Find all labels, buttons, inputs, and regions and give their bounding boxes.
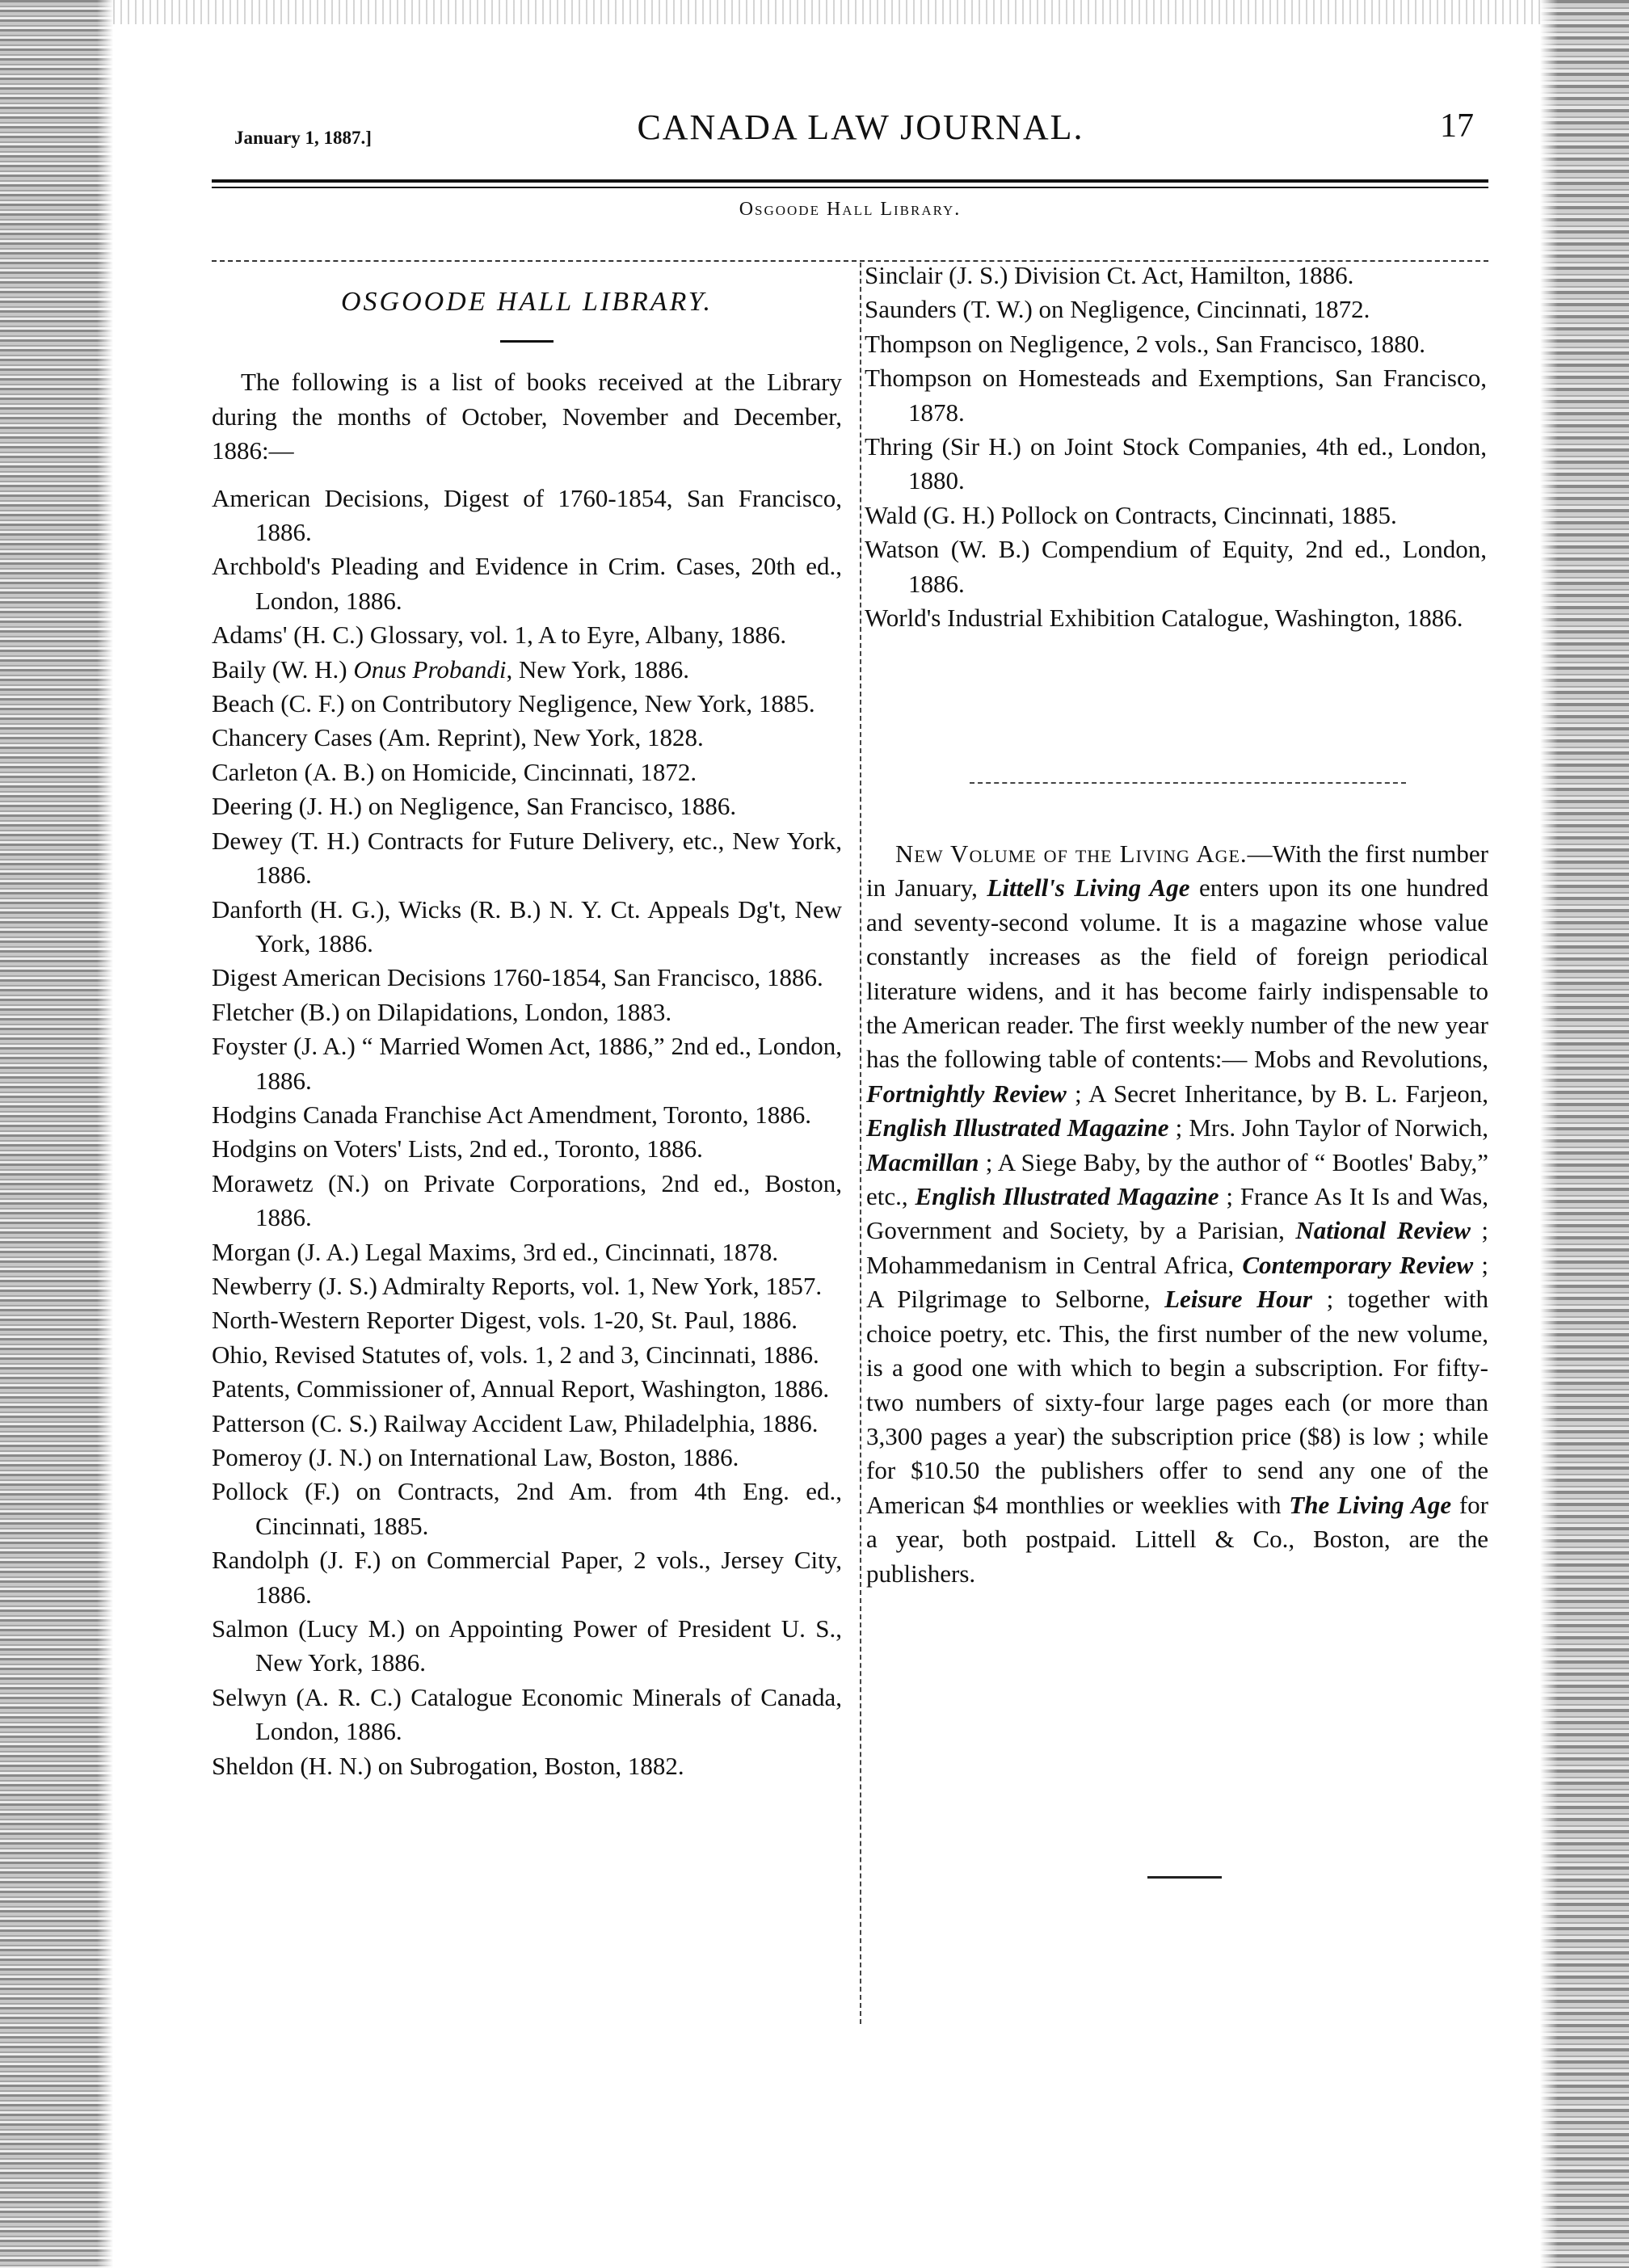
section-separator xyxy=(970,782,1406,784)
page-number: 17 xyxy=(1440,107,1474,145)
notice-publication: Macmillan xyxy=(866,1147,979,1176)
book-entry: Carleton (A. B.) on Homicide, Cincinnati, 1872. xyxy=(212,757,697,786)
book-entry: Pomeroy (J. N.) on International Law, Boston, 1886. xyxy=(212,1443,739,1471)
notice-text: ; A Pilgrimage to Selborne, xyxy=(866,1250,1488,1314)
book-entry-baily xyxy=(212,653,842,687)
book-entry: Sheldon (H. N.) on Subrogation, Boston, 1882. xyxy=(212,1751,684,1780)
header-rule-thick xyxy=(212,179,1488,183)
book-entry: Fletcher (B.) on Dilapidations, London, 1883. xyxy=(212,997,672,1026)
book-entry: Dewey (T. H.) Contracts for Future Delivery, etc., New York, 1886. xyxy=(212,826,842,890)
scan-edge-right xyxy=(1540,0,1629,2268)
baily-publisher: , New York, 1886. xyxy=(506,654,690,684)
book-entry: Selwyn (A. R. C.) Catalogue Economic Minerals of Canada, London, 1886. xyxy=(212,1682,842,1746)
book-entry: Wald (G. H.) Pollock on Contracts, Cincinnati, 1885. xyxy=(865,500,1397,529)
book-entry: North-Western Reporter Digest, vols. 1-20, St. Paul, 1886. xyxy=(212,1306,798,1335)
book-entry: World's Industrial Exhibition Catalogue, Washington, 1886. xyxy=(865,604,1463,633)
book-entry: Sinclair (J. S.) Division Ct. Act, Hamilton, 1886. xyxy=(865,261,1354,289)
right-column-list xyxy=(865,259,1487,635)
book-entry: Salmon (Lucy M.) on Appointing Power of President U. S., New York, 1886. xyxy=(212,1614,842,1677)
notice-publication: Contemporary Review xyxy=(1242,1250,1474,1279)
notice-text: —With the first number in January, xyxy=(866,839,1489,903)
book-entry: Patterson (C. S.) Railway Accident Law, Philadelphia, 1886. xyxy=(212,1408,819,1437)
header-rule-thin xyxy=(212,187,1488,188)
book-entry: Hodgins on Voters' Lists, 2nd ed., Toronto, 1886. xyxy=(212,1134,703,1163)
header-date: January 1, 1887.] xyxy=(234,128,372,148)
book-entry: Thring (Sir H.) on Joint Stock Companies, 4th ed., London, 1880. xyxy=(865,432,1487,495)
book-entry: Morawetz (N.) on Private Corporations, 2nd ed., Boston, 1886. xyxy=(212,1168,842,1232)
title-rule xyxy=(500,340,554,343)
book-entry: Beach (C. F.) on Contributory Negligence, New York, 1885. xyxy=(212,689,815,718)
book-entry: Adams' (H. C.) Glossary, vol. 1, A to Eyre, Albany, 1886. xyxy=(212,621,787,650)
page-header xyxy=(234,103,1487,160)
book-entry: Chancery Cases (Am. Reprint), New York, 1828. xyxy=(212,723,704,752)
left-column xyxy=(212,279,842,1783)
notice-text: ; Mrs. John Taylor of Norwich, xyxy=(1168,1113,1488,1142)
notice-paragraph xyxy=(866,837,1488,1591)
book-entry: Patents, Commissioner of, Annual Report, Washington, 1886. xyxy=(212,1374,830,1403)
notice-text: ; together with choice poetry, etc. This, the first number of the new volume, is a good one with which to begin a subscription. For fifty-two numbers of sixty-four large pages each (or more than 3,300 pages a year) the subscription price ($8) is low ; while for $10.50 the publishers offer to send any one of the American $4 monthlies or weeklies with xyxy=(866,1285,1489,1519)
book-entry: Morgan (J. A.) Legal Maxims, 3rd ed., Cincinnati, 1878. xyxy=(212,1237,779,1266)
book-entry: Archbold's Pleading and Evidence in Crim. Cases, 20th ed., London, 1886. xyxy=(212,552,842,615)
running-head: Osgoode Hall Library. xyxy=(739,199,962,220)
book-entry: Digest American Decisions 1760-1854, San Francisco, 1886. xyxy=(212,963,823,992)
book-entry: Deering (J. H.) on Negligence, San Francisco, 1886. xyxy=(212,792,737,821)
living-age-notice xyxy=(866,837,1488,1591)
book-entry: Newberry (J. S.) Admiralty Reports, vol. 1, New York, 1857. xyxy=(212,1271,823,1300)
book-entry: Ohio, Revised Statutes of, vols. 1, 2 and 3, Cincinnati, 1886. xyxy=(212,1340,819,1369)
book-entry: Randolph (J. F.) on Commercial Paper, 2 vols., Jersey City, 1886. xyxy=(212,1546,842,1609)
book-entry: Danforth (H. G.), Wicks (R. B.) N. Y. Ct. Appeals Dg't, New York, 1886. xyxy=(212,894,842,957)
notice-text: ; A Siege Baby, by the author of “ Bootles' Baby,” etc., xyxy=(866,1147,1488,1211)
notice-text: for a year, both postpaid. Littell & Co., Boston, are the publishers. xyxy=(866,1490,1488,1588)
notice-text: ; France As It Is and Was, Government and Society, by a Parisian, xyxy=(866,1182,1488,1245)
notice-publication: Fortnightly Review xyxy=(866,1079,1067,1108)
journal-title: CANADA LAW JOURNAL. xyxy=(637,107,1084,147)
book-entry: Thompson on Negligence, 2 vols., San Francisco, 1880. xyxy=(865,329,1425,358)
baily-title: Onus Probandi xyxy=(353,654,507,684)
notice-publication: National Review xyxy=(1295,1216,1471,1245)
scan-edge-left xyxy=(0,0,113,2268)
book-entry: American Decisions, Digest of 1760-1854, San Francisco, 1886. xyxy=(212,483,842,547)
section-title: OSGOODE HALL LIBRARY. xyxy=(340,287,713,317)
notice-publication: English Illustrated Magazine xyxy=(915,1182,1219,1211)
book-entry: Watson (W. B.) Compendium of Equity, 2nd ed., London, 1886. xyxy=(865,535,1487,598)
book-entry: Foyster (J. A.) “ Married Women Act, 1886,” 2nd ed., London, 1886. xyxy=(212,1032,842,1095)
notice-publication: Leisure Hour xyxy=(1164,1285,1312,1314)
book-entry: Hodgins Canada Franchise Act Amendment, Toronto, 1886. xyxy=(212,1100,812,1129)
library-intro: The following is a list of books received at the Library during the months of October, November and December, 1886:— xyxy=(212,368,842,465)
notice-text: ; A Secret Inheritance, by B. L. Farjeon, xyxy=(1066,1079,1488,1108)
scan-top-edge xyxy=(113,0,1540,24)
notice-heading: New Volume of the Living Age. xyxy=(895,839,1248,868)
baily-author: Baily (W. H.) xyxy=(212,654,354,684)
book-entry: Thompson on Homesteads and Exemptions, San Francisco, 1878. xyxy=(865,364,1487,427)
notice-publication: English Illustrated Magazine xyxy=(866,1113,1169,1142)
column-divider xyxy=(860,263,861,2024)
end-rule xyxy=(1147,1876,1222,1879)
book-entry: Saunders (T. W.) on Negligence, Cincinnati, 1872. xyxy=(865,295,1370,324)
notice-publication: The Living Age xyxy=(1289,1490,1452,1519)
notice-text: enters upon its one hundred and seventy-second volume. It is a magazine whose value constantly increases as the field of foreign periodical literature widens, and it has become fairly indispensable to the American reader. The first weekly number of the new year has the following table of contents:— Mobs and Revolutions, xyxy=(866,873,1489,1074)
notice-publication: Littell's Living Age xyxy=(987,873,1190,903)
book-entry: Pollock (F.) on Contracts, 2nd Am. from 4th Eng. ed., Cincinnati, 1885. xyxy=(212,1477,842,1540)
notice-text: ; Mohammedanism in Central Africa, xyxy=(866,1216,1488,1279)
